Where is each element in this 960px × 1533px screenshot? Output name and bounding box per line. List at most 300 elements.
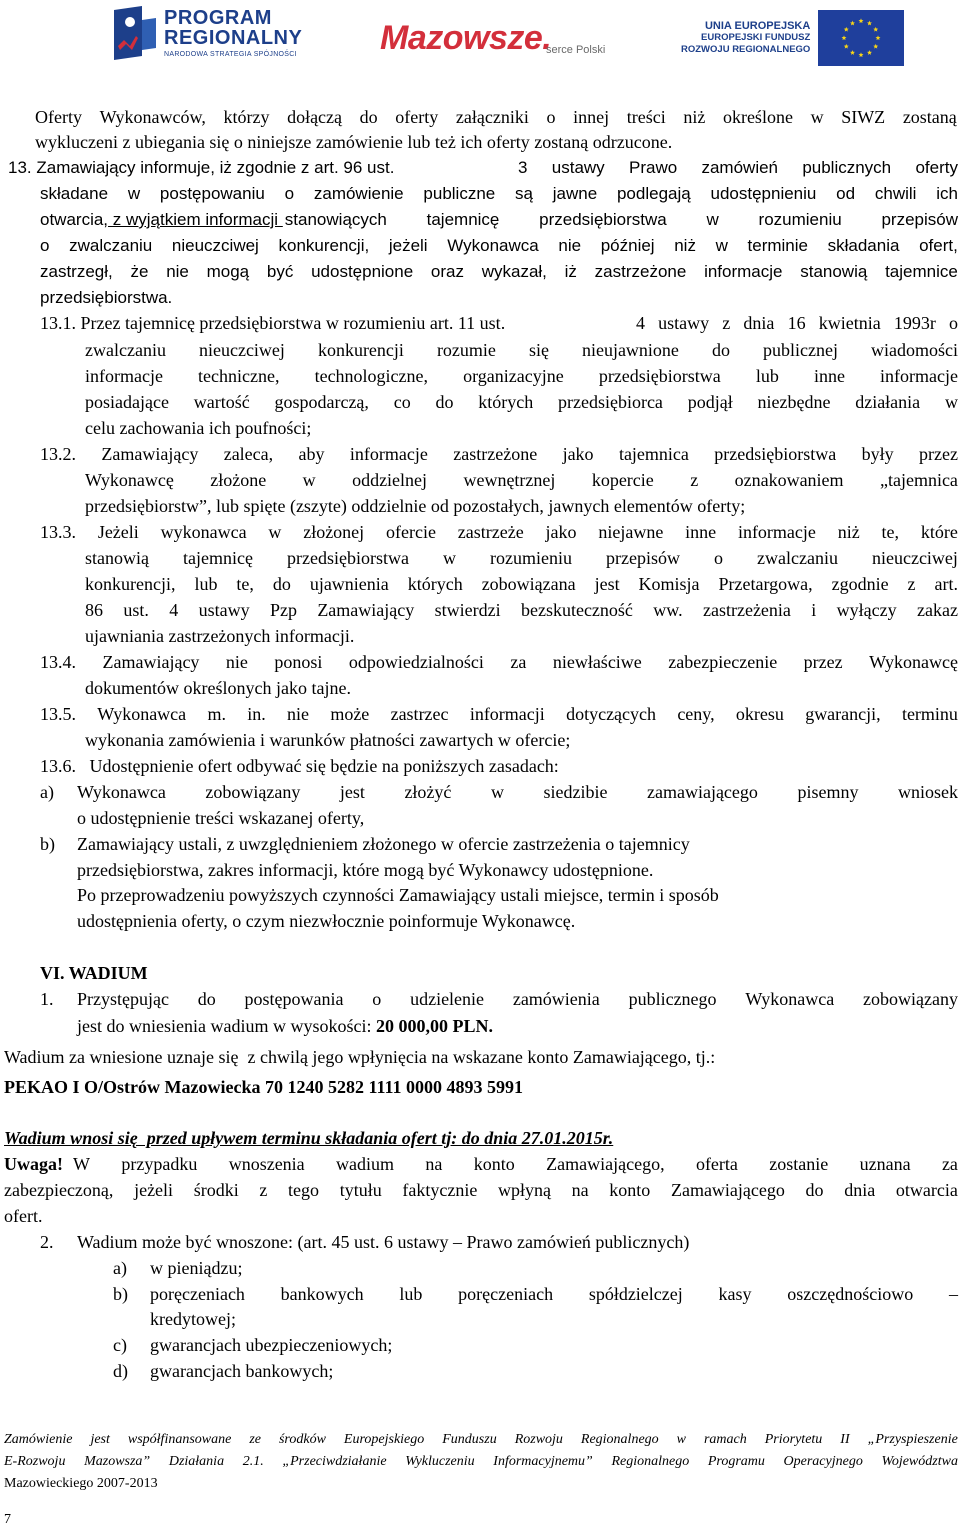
word: o — [948, 313, 958, 333]
word: jest — [339, 782, 365, 802]
word: zamówienia — [512, 989, 600, 1009]
program-regionalny-logo — [112, 6, 302, 62]
word: in. — [247, 704, 266, 724]
word: niż — [674, 236, 696, 255]
word: co — [393, 392, 411, 412]
word: „Przyspieszenie — [867, 1432, 958, 1447]
word: konkurencji, — [278, 236, 370, 255]
word: rozumie — [436, 340, 496, 360]
word: oznakowaniem — [734, 470, 844, 490]
word: zastrzec — [390, 704, 449, 724]
word: ustawy — [198, 600, 250, 620]
word: Funduszu — [442, 1432, 497, 1447]
word: którzy — [223, 107, 270, 127]
word: Regionalnego — [611, 1454, 690, 1469]
word: tajemnice — [885, 262, 958, 281]
wadium-amount: 20 000,00 PLN. — [375, 1016, 493, 1036]
word: wadium — [336, 1154, 395, 1174]
word: ramach — [703, 1432, 747, 1447]
p134-line1 — [40, 651, 958, 673]
mazowsze-wordmark: Mazowsze. — [380, 18, 552, 57]
p133-line3 — [85, 573, 958, 595]
word: iż — [564, 262, 577, 281]
word: zakaz — [916, 600, 958, 620]
p135-line1 — [40, 703, 958, 725]
word: bankowych — [280, 1284, 364, 1304]
word: lub — [399, 1284, 423, 1304]
word: zaleca, — [223, 444, 274, 464]
word: publicznych — [802, 158, 892, 177]
word: zgodnie — [831, 574, 889, 594]
word: ceny, — [677, 704, 715, 724]
word: wniosek — [897, 782, 958, 802]
page-header — [0, 0, 960, 70]
word: w — [127, 184, 141, 203]
word: zastrzegł, — [40, 262, 113, 281]
word: konkurencji — [317, 340, 404, 360]
wadium-p2-num: 2. — [40, 1232, 54, 1252]
word: nie — [225, 652, 248, 672]
word: Wykonawca — [77, 782, 166, 802]
word: ofercie — [386, 522, 436, 542]
word: inne — [685, 522, 717, 542]
p13-line6: przedsiębiorstwa. — [40, 288, 173, 307]
word: złożone — [210, 470, 267, 490]
eu-flag-icon — [818, 10, 904, 66]
word: udostępnione — [311, 262, 414, 281]
word: zostanie — [769, 1154, 829, 1174]
word: składania — [827, 236, 900, 255]
word: do — [711, 340, 730, 360]
word: w — [715, 236, 728, 255]
word: przedsiębiorstwa — [598, 366, 721, 386]
word: złożyć — [404, 782, 452, 802]
word: być — [266, 262, 294, 281]
word: gwarancji, — [805, 704, 881, 724]
word: od — [836, 184, 856, 203]
word: kopercie — [591, 470, 654, 490]
word: wnoszenia — [228, 1154, 305, 1174]
p136-a-label: a) — [40, 782, 54, 802]
word: ust. — [123, 600, 149, 620]
word: informacje — [704, 262, 783, 281]
word: konto — [609, 1180, 651, 1200]
word: są — [515, 184, 533, 203]
word: niż — [837, 522, 860, 542]
word: w — [944, 392, 958, 412]
footer-line1 — [4, 1430, 958, 1450]
p136-b-line1: Zamawiający ustali, z uwzględnieniem złożonego w ofercie zastrzeżenia o tajemnicy — [77, 834, 690, 854]
word: do — [197, 989, 216, 1009]
word: nie — [558, 236, 582, 255]
word: zwalczaniu — [85, 340, 166, 360]
word: udzielenie — [410, 989, 485, 1009]
program-title-line2: REGIONALNY — [164, 27, 303, 49]
p131-line2 — [85, 339, 958, 361]
word: poręczeniach — [458, 1284, 554, 1304]
p1-line2: wykluczeni z ubiegania się o niniejsze zamówienie lub też ich oferty zostaną odrzucone. — [35, 132, 673, 152]
word: wykonawca — [160, 522, 247, 542]
word: i — [811, 600, 817, 620]
word: środki — [193, 1180, 239, 1200]
word: współfinansowane — [127, 1432, 232, 1447]
word: w — [676, 1432, 686, 1447]
word: innej — [573, 107, 610, 127]
word: zastrzeżone — [594, 262, 687, 281]
word: informacje — [85, 366, 163, 386]
word: udostępnieniu — [710, 184, 817, 203]
wadium-form-d-text: gwarancjach bankowych; — [150, 1361, 334, 1381]
word: rozumieniu — [758, 210, 842, 229]
p136-b-label: b) — [40, 834, 55, 854]
word: jest — [90, 1432, 110, 1447]
word: Zamawiający — [101, 444, 199, 464]
p134-line2: dokumentów określonych jako tajne. — [85, 678, 351, 698]
word: uznana — [859, 1154, 911, 1174]
eu-title: UNIA EUROPEJSKA — [704, 20, 811, 32]
p131-line1-prefix: 13.1. Przez tajemnicę przedsiębiorstwa w rozumieniu art. 11 ust. — [40, 313, 506, 333]
word: 16 — [787, 313, 806, 333]
word: wpłyną — [497, 1180, 551, 1200]
word: w — [302, 470, 316, 490]
word: przedsiębiorstwa — [714, 444, 837, 464]
word: jako — [562, 444, 594, 464]
word: Wykonawcę — [869, 652, 958, 672]
p132-line1 — [40, 443, 958, 465]
word: informacje — [737, 522, 816, 542]
word: lub — [755, 366, 779, 386]
p13-line5 — [40, 261, 958, 283]
p131-line1 — [40, 312, 958, 334]
wadium-form-b-label: b) — [113, 1284, 128, 1304]
word: jest — [594, 574, 620, 594]
word: Zamawiającego, — [546, 1154, 665, 1174]
word: 1993r — [893, 313, 936, 333]
page-number: 7 — [4, 1512, 11, 1527]
word: zamawiającego — [646, 782, 758, 802]
word: Pzp — [269, 600, 297, 620]
word: terminu — [901, 704, 958, 724]
word: okresu — [735, 704, 784, 724]
word: ustawy — [551, 158, 605, 177]
word: załączniki — [455, 107, 529, 127]
word: zabezpieczoną, — [4, 1180, 114, 1200]
word: m. — [207, 704, 226, 724]
word: później — [600, 236, 655, 255]
word: niezbędne — [757, 392, 831, 412]
word: ustawy — [658, 313, 710, 333]
word: w — [706, 210, 719, 229]
word: 13.2. — [40, 444, 76, 464]
word: tego — [288, 1180, 320, 1200]
word: dnia — [743, 313, 775, 333]
word: „tajemnica — [879, 470, 958, 490]
word: zastrzeże — [457, 522, 524, 542]
word: 4 — [636, 313, 645, 333]
word: Zamówienie — [4, 1432, 73, 1447]
word: przez — [919, 444, 958, 464]
word: publiczne — [423, 184, 496, 203]
uwaga-label: Uwaga! — [4, 1154, 63, 1174]
word: złożonej — [303, 522, 365, 542]
word: chwili — [874, 184, 917, 203]
wadium-p1-num: 1. — [40, 989, 54, 1009]
word: Mazowsza” — [84, 1454, 151, 1469]
word: oraz — [430, 262, 464, 281]
word: określone — [722, 107, 793, 127]
word: wiadomości — [870, 340, 958, 360]
word: Przystępując — [77, 989, 169, 1009]
word: podlegają — [616, 184, 691, 203]
word: zastrzeżenia — [702, 600, 791, 620]
wadium-heading: VI. WADIUM — [40, 963, 148, 983]
word: oferta — [695, 1154, 738, 1174]
word: Jeżeli — [97, 522, 139, 542]
p133-line1 — [40, 521, 958, 543]
word: tytułu — [339, 1180, 382, 1200]
word: może — [330, 704, 370, 724]
word: Wykonawców, — [99, 107, 206, 127]
word: nieuczciwej — [171, 236, 259, 255]
wadium-p1-line1 — [77, 988, 958, 1010]
word: kwietnia — [818, 313, 881, 333]
word: inne — [813, 366, 845, 386]
word: Komisja — [638, 574, 700, 594]
word: w — [810, 107, 824, 127]
p13-line4 — [40, 235, 958, 257]
word: tajemnicę — [426, 210, 500, 229]
word: zostaną — [902, 107, 957, 127]
word: SIWZ — [841, 107, 886, 127]
word: zobowiązany — [863, 989, 958, 1009]
word: treści — [626, 107, 666, 127]
word: przypadku — [121, 1154, 198, 1174]
word: Działania — [168, 1454, 225, 1469]
p13-line3-b — [285, 209, 958, 231]
word: Priorytetu — [764, 1432, 823, 1447]
word: bezskuteczność — [520, 600, 633, 620]
word: Prawo — [628, 158, 678, 177]
word: 3 — [518, 158, 528, 177]
word: z — [722, 313, 731, 333]
word: II — [840, 1432, 850, 1447]
p13-line3-underlined: z wyjątkiem informacji — [108, 210, 283, 229]
program-subtitle: NARODOWA STRATEGIA SPÓJNOŚCI — [164, 51, 297, 58]
word: nieujawnione — [581, 340, 679, 360]
p135-line2: wykonania zamówienia i warunków płatności zawartych w ofercie; — [85, 730, 571, 750]
word: na — [425, 1154, 443, 1174]
word: Wykluczeniu — [405, 1454, 475, 1469]
word: rozumieniu — [489, 548, 572, 568]
word: stwierdzi — [434, 600, 501, 620]
word: zastrzeżone — [453, 444, 538, 464]
p136-b-line3: Po przeprowadzeniu powyższych czynności Zamawiający ustali miejsce, termin i sposób — [77, 885, 719, 905]
word: informacje — [880, 366, 958, 386]
word: nieuczciwej — [198, 340, 285, 360]
word: ich — [936, 184, 958, 203]
word: terminie — [747, 236, 808, 255]
word: dołączą — [287, 107, 343, 127]
eu-fund-line2: ROZWOJU REGIONALNEGO — [681, 44, 811, 55]
word: zabezpieczenie — [668, 652, 778, 672]
word: spółdzielczej — [588, 1284, 683, 1304]
p13-line1-prefix: 13. Zamawiający informuje, iż zgodnie z art. 96 ust. — [8, 158, 395, 177]
word: przepisów — [881, 210, 958, 229]
word: wyłączy — [836, 600, 897, 620]
word: do — [359, 107, 378, 127]
word: faktycznie — [402, 1180, 478, 1200]
word: w — [490, 782, 504, 802]
word: 13.5. — [40, 704, 76, 724]
word: pisemny — [797, 782, 859, 802]
wadium-form-b-line2: kredytowej; — [150, 1309, 236, 1329]
word: nie — [287, 704, 310, 724]
word: konto — [473, 1154, 515, 1174]
word: wykazał, — [481, 262, 547, 281]
word: Programu — [707, 1454, 765, 1469]
uwaga-line1 — [4, 1153, 958, 1175]
word: o — [372, 989, 382, 1009]
word: o — [40, 236, 50, 255]
wadium-form-c-label: c) — [113, 1335, 127, 1355]
word: Zamawiający — [102, 652, 200, 672]
word: – — [948, 1284, 958, 1304]
word: ww. — [653, 600, 683, 620]
word: w — [442, 548, 456, 568]
word: „Przeciwdziałanie — [282, 1454, 387, 1469]
word: jeżeli — [134, 1180, 174, 1200]
word: jako — [545, 522, 577, 542]
word: W — [73, 1154, 90, 1174]
p136-b-line2: przedsiębiorstwa, zakres informacji, które mogą być Wykonawcy udostępnione. — [77, 860, 654, 880]
uwaga-line1-text — [73, 1153, 958, 1175]
word: się — [528, 340, 549, 360]
p13-line3 — [40, 209, 958, 231]
word: informacje — [349, 444, 428, 464]
word: wewnętrznej — [463, 470, 556, 490]
word: nie — [166, 262, 189, 281]
word: stanowią — [800, 262, 868, 281]
word: za — [941, 1154, 958, 1174]
word: do — [435, 392, 454, 412]
word: że — [130, 262, 149, 281]
word: w — [268, 522, 282, 542]
p133-line5: ujawniania zastrzeżonych informacji. — [85, 626, 355, 646]
wadium-p1-line2 — [77, 1015, 493, 1037]
p13-line1-rest — [518, 157, 958, 179]
wadium-deadline: Wadium wnosi się przed upływem terminu składania ofert tj: do dnia 27.01.2015r. — [4, 1128, 614, 1148]
word: te, — [236, 574, 254, 594]
p136-a-line1 — [77, 781, 958, 803]
word: zwalczaniu — [757, 548, 838, 568]
word: Wykonawca — [447, 236, 539, 255]
wadium-form-a-text: w pieniądzu; — [150, 1258, 243, 1278]
word: niewłaściwe — [552, 652, 642, 672]
wadium-account-number: PEKAO I O/Ostrów Mazowiecka 70 1240 5282 1111 0000 4893 5991 — [4, 1077, 523, 1097]
word: 2.1. — [242, 1454, 264, 1469]
word: z — [690, 470, 699, 490]
word: lub — [194, 574, 218, 594]
word: za — [510, 652, 527, 672]
word: techniczne, — [198, 366, 280, 386]
word: przedsiębiorca — [557, 392, 663, 412]
word: o — [284, 184, 295, 203]
word: Zamawiający — [317, 600, 415, 620]
word: postępowania — [244, 989, 344, 1009]
word: o — [713, 548, 723, 568]
word: które — [920, 522, 958, 542]
word: te, — [881, 522, 900, 542]
uwaga-line3: ofert. — [4, 1206, 43, 1226]
word: organizacyjne — [463, 366, 564, 386]
word: tajemnica — [618, 444, 689, 464]
word: art. — [934, 574, 958, 594]
word: podjął — [687, 392, 733, 412]
footer-line2 — [4, 1452, 958, 1472]
word: zamówień — [701, 158, 779, 177]
word: informacji — [469, 704, 545, 724]
word: dotyczących — [566, 704, 657, 724]
word: oddzielnej — [352, 470, 428, 490]
program-regionalny-emblem-icon — [112, 6, 158, 62]
p131-line1-rest — [636, 312, 958, 334]
word: tajemnicę — [183, 548, 253, 568]
word: Informacyjnemu” — [493, 1454, 593, 1469]
p1-line1 — [35, 106, 957, 128]
word: ujawnienia — [309, 574, 389, 594]
word: oferty — [915, 158, 958, 177]
word: zwalczaniu — [69, 236, 153, 255]
word: przepisów — [605, 548, 680, 568]
p131-line4 — [85, 391, 958, 413]
word: publicznego — [628, 989, 717, 1009]
word: nieuczciwej — [871, 548, 958, 568]
word: Europejskiego — [343, 1432, 425, 1447]
p132-line2 — [85, 469, 958, 491]
word: 13.3. — [40, 522, 76, 542]
wadium-form-b-line1 — [150, 1283, 958, 1305]
p133-line2 — [85, 547, 958, 569]
program-title-line1: PROGRAM — [164, 7, 272, 29]
word: zobowiązany — [205, 782, 301, 802]
word: z — [907, 574, 916, 594]
word: środków — [278, 1432, 326, 1447]
word: przez — [803, 652, 843, 672]
uwaga-line2 — [4, 1179, 958, 1201]
word: 86 — [85, 600, 103, 620]
p13-line3-a: otwarcia, — [40, 210, 109, 229]
word: siedzibie — [543, 782, 608, 802]
wadium-form-c-text: gwarancjach ubezpieczeniowych; — [150, 1335, 393, 1355]
mazowsze-logo — [380, 10, 630, 66]
word: stanowią — [85, 548, 149, 568]
word: ponosi — [274, 652, 323, 672]
word: przedsiębiorstwa — [539, 210, 667, 229]
wadium-form-d-label: d) — [113, 1361, 128, 1381]
word: Przetargowa, — [718, 574, 813, 594]
word: Wykonawca — [745, 989, 835, 1009]
word: ze — [249, 1432, 261, 1447]
word: jeżeli — [388, 236, 428, 255]
word: publicznej — [762, 340, 838, 360]
word: 13.4. — [40, 652, 76, 672]
word: niż — [683, 107, 706, 127]
word: stanowiących — [284, 210, 387, 229]
word: o — [546, 107, 556, 127]
p133-line4 — [85, 599, 958, 621]
word: których — [478, 392, 534, 412]
word: Operacyjnego — [783, 1454, 863, 1469]
